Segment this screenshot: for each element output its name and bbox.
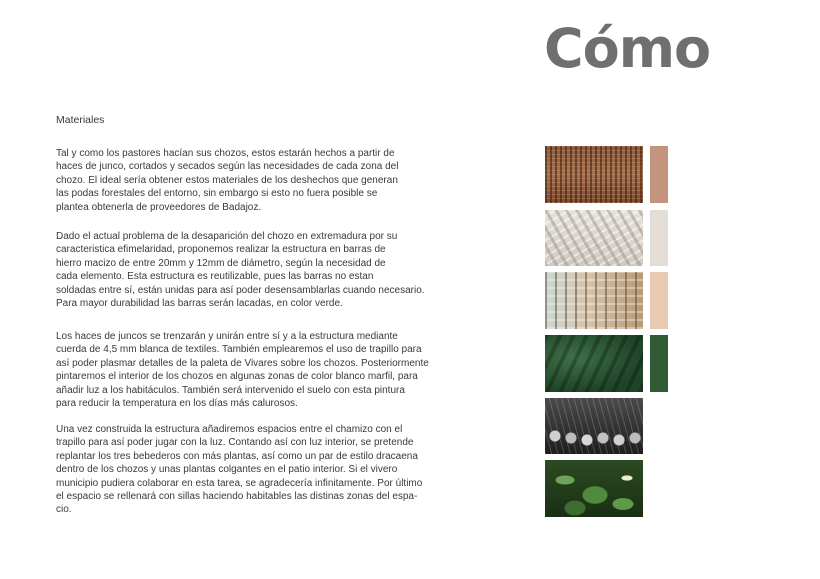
paragraph-binding: Los haces de juncos se trenzarán y unirán entre sí y a la estructura mediante cuerda de 4,5 mm blanca de textiles. También emplearemos el uso de trapillo para así poder plasmar detalles de la paleta de Vivares sobre los chozos. Posteriormente pintaremos el interior de los chozos en algunas zonas de color blanco marfil, para añadir luz a los habitáculos. También será intervenido el suelo con esta pintura para reducir la temperatura en los días más calurosos. <box>56 331 429 410</box>
paragraph-structure: Dado el actual problema de la desaparición del chozo en extremadura por su caracteristica efimelaridad, proponemos realizar la estructura en barras de hierro macizo de entre 20mm y 12mm de diámetro, según la necesidad de cada elemento. Esta estructura es reutilizable, pues las barras no estan soldadas entre sí, están unidas para así poder desensamblarlas cuando necesario. Para mayor durabilidad las barras serán lacadas, en color verde. <box>56 231 425 310</box>
green-painted-surface-photo <box>545 335 643 392</box>
green-color-swatch <box>650 335 668 392</box>
reed-color-swatch <box>650 146 668 203</box>
section-heading: Materiales <box>56 114 105 126</box>
woven-textile-photo <box>545 272 643 329</box>
steel-bars-photo <box>545 398 643 454</box>
reed-bundles-photo <box>545 146 643 203</box>
paragraph-materials: Tal y como los pastores hacían sus chozos, estos estarán hechos a partir de haces de junco, cortados y secados según las necesidades de cada zona del chozo. El ideal sería obtener estos materiales de los deshechos que generan las podas forestales del entorno, sin embargo si esto no fuera posible se plantea obtenerla de proveedores de Badajoz. <box>56 148 399 213</box>
paragraph-plants: Una vez construida la estructura añadiremos espacios entre el chamizo con el trapillo para así poder jugar con la luz. Contando así con luz interior, se pretende replantar los tres bebederos con más plantas, así como un par de estilo dracaena dentro de los chozos y unas plantas colgantes en el patio interior. Si el vivero municipio pudiera colaborar en esta tarea, se agradecería infinitamente. Por último el espacio se rellenará con sillas haciendo habitables las distinas zonas del espa- cio. <box>56 424 423 516</box>
textile-color-swatch <box>650 272 668 329</box>
page-title: Cómo <box>544 17 711 80</box>
white-rope-photo <box>545 210 643 266</box>
rope-color-swatch <box>650 210 668 266</box>
plants-photo <box>545 460 643 517</box>
